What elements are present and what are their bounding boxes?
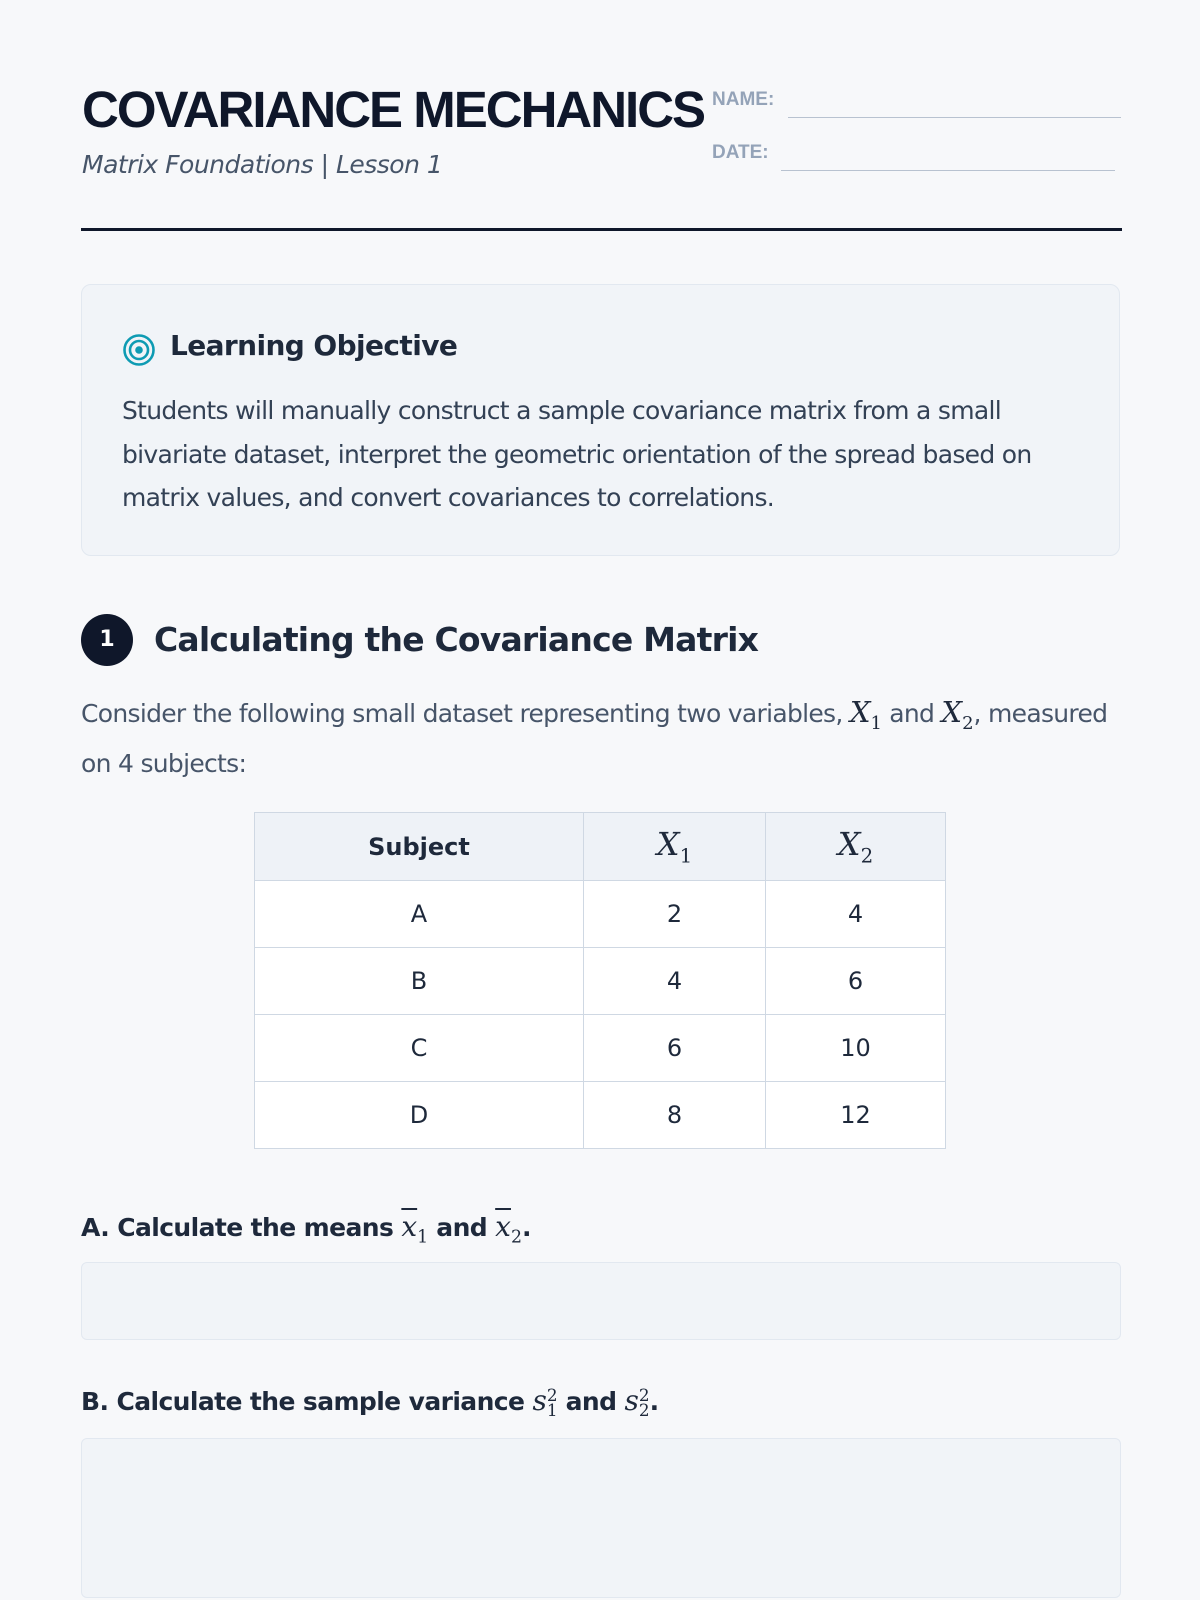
learning-objective-box <box>81 284 1120 556</box>
table-cell-x2: 10 <box>766 1015 946 1082</box>
header-subject: Subject <box>255 813 584 881</box>
table-cell-x2: 4 <box>766 881 946 948</box>
table-cell-subject: D <box>255 1082 584 1149</box>
name-label: NAME: <box>712 89 775 110</box>
header-x2: $X_2$ <box>766 813 946 881</box>
objective-text: Students will manually construct a sample covariance matrix from a small bivariate dataset, interpret the geometric orientation of the spread based on matrix values, and convert covariances to correlations. <box>122 396 1032 512</box>
question-b: B. Calculate the sample variance s 2 1 and s 2 2 . <box>81 1384 659 1420</box>
table-cell-x2: 6 <box>766 948 946 1015</box>
table-row <box>255 948 946 1015</box>
variable-x2: $X_2$ <box>941 695 974 734</box>
mean-x2-symbol: $\overline{x}_2$ <box>495 1210 523 1248</box>
intro-and: and <box>889 699 935 728</box>
objective-heading: Learning Objective <box>170 329 458 362</box>
table-row <box>255 1082 946 1149</box>
section-title: Calculating the Covariance Matrix <box>154 620 759 659</box>
target-icon <box>122 333 156 367</box>
table-cell-x1: 2 <box>584 881 766 948</box>
table-cell-subject: A <box>255 881 584 948</box>
table-cell-subject: C <box>255 1015 584 1082</box>
name-field[interactable] <box>788 117 1121 118</box>
variable-x1: $X_1$ <box>849 695 882 734</box>
page-title: COVARIANCE MECHANICS <box>82 81 705 138</box>
header-x1: $X_1$ <box>584 813 766 881</box>
page-subtitle: Matrix Foundations | Lesson 1 <box>82 150 443 179</box>
table-cell-x1: 8 <box>584 1082 766 1149</box>
date-label: DATE: <box>712 142 769 163</box>
table-row <box>255 881 946 948</box>
variance-2-symbol: s 2 2 <box>624 1384 650 1420</box>
header-divider <box>81 228 1122 231</box>
table-cell-x1: 6 <box>584 1015 766 1082</box>
answer-box-b[interactable] <box>81 1438 1121 1598</box>
mean-x1-symbol: $\overline{x}_1$ <box>401 1210 429 1248</box>
question-a: A. Calculate the means $\overline{x}_1$ and $\overline{x}_2$. <box>81 1210 531 1248</box>
dataset-intro <box>81 692 1121 784</box>
intro-text-start: Consider the following small dataset representing two variables, <box>81 699 843 728</box>
dataset-table <box>254 812 946 1149</box>
intro-text-end: , measured on 4 subjects: <box>81 699 1108 778</box>
variance-1-symbol: s 2 1 <box>532 1384 558 1420</box>
table-header-row <box>255 813 946 881</box>
table-cell-x2: 12 <box>766 1082 946 1149</box>
table-row <box>255 1015 946 1082</box>
table-cell-x1: 4 <box>584 948 766 1015</box>
table-cell-subject: B <box>255 948 584 1015</box>
section-number-badge: 1 <box>81 614 133 666</box>
answer-box-a[interactable] <box>81 1262 1121 1340</box>
date-field[interactable] <box>781 170 1115 171</box>
